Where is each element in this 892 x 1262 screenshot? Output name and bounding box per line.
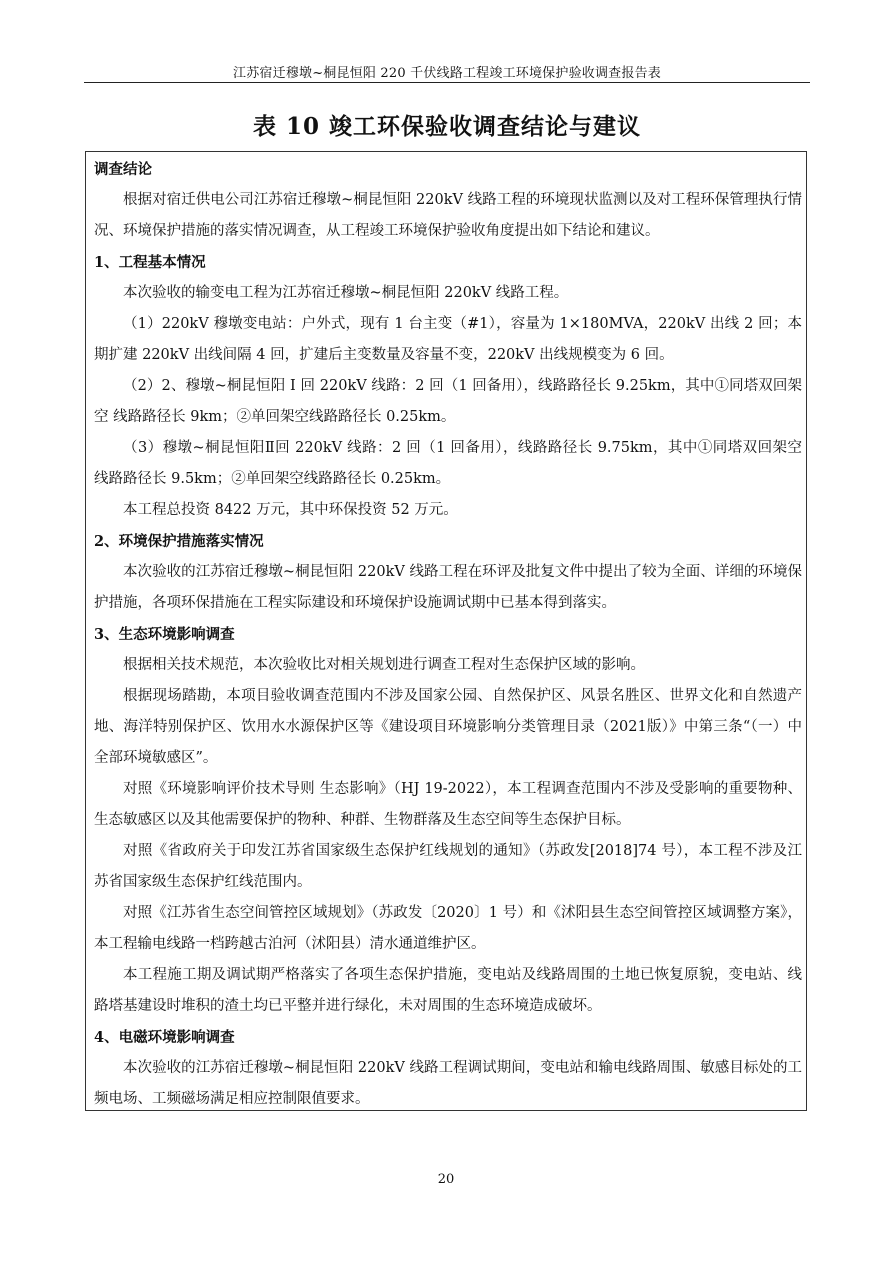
paragraph: 本工程施工期及调试期严格落实了各项生态保护措施，变电站及线路周围的土地已恢复原貌，变电站、线路塔基建设时堆积的渣土均已平整并进行绿化，未对周围的生态环境造成破坏。 bbox=[94, 967, 802, 1014]
running-header: 江苏宿迁穆墩~桐昆恒阳 220 千伏线路工程竣工环境保护验收调查报告表 bbox=[233, 66, 661, 81]
section-heading-basic: 1、工程基本情况 bbox=[94, 254, 206, 271]
page-title: 表 10 竣工环保验收调查结论与建议 bbox=[252, 113, 642, 140]
page-number: 20 bbox=[437, 1172, 455, 1187]
header-rule bbox=[84, 82, 810, 83]
intro-paragraph: 根据对宿迁供电公司江苏宿迁穆墩~桐昆恒阳 220kV 线路工程的环境现状监测以及对工程环保管理执行情况、环境保护措施的落实情况调查，从工程竣工环境保护验收角度提出如下结论和建议。 bbox=[94, 192, 802, 239]
paragraph: （2）2、穆墩~桐昆恒阳 I 回 220kV 线路：2 回（1 回备用），线路路径长 9.25km，其中①同塔双回架空 线路路径长 9km；②单回架空线路路径长 0.25km。 bbox=[94, 378, 802, 425]
paragraph: 对照《江苏省生态空间管控区域规划》（苏政发〔2020〕1 号）和《沭阳县生态空间管控区域调整方案》，本工程输电线路一档跨越古泊河（沭阳县）清水通道维护区。 bbox=[94, 905, 802, 952]
paragraph: 对照《省政府关于印发江苏省国家级生态保护红线规划的通知》（苏政发[2018]74 号），本工程不涉及江苏省国家级生态保护红线范围内。 bbox=[94, 843, 802, 890]
paragraph: 本次验收的江苏宿迁穆墩~桐昆恒阳 220kV 线路工程调试期间，变电站和输电线路周围、敏感目标处的工频电场、工频磁场满足相应控制限值要求。 bbox=[94, 1060, 802, 1107]
paragraph: （3）穆墩~桐昆恒阳Ⅱ回 220kV 线路：2 回（1 回备用），线路路径长 9.75km，其中①同塔双回架空 线路路径长 9.5km；②单回架空线路路径长 0.25km。 bbox=[94, 440, 802, 487]
paragraph: 本工程总投资 8422 万元，其中环保投资 52 万元。 bbox=[123, 502, 458, 518]
section-heading-emf: 4、电磁环境影响调查 bbox=[94, 1029, 235, 1046]
conclusion-content bbox=[94, 154, 802, 1115]
paragraph: 本次验收的输变电工程为江苏宿迁穆墩~桐昆恒阳 220kV 线路工程。 bbox=[123, 285, 569, 301]
paragraph: 本次验收的江苏宿迁穆墩~桐昆恒阳 220kV 线路工程在环评及批复文件中提出了较为全面、详细的环境保护措施，各项环保措施在工程实际建设和环境保护设施调试期中已基本得到落实。 bbox=[94, 564, 802, 611]
paragraph: 对照《环境影响评价技术导则 生态影响》（HJ 19-2022），本工程调查范围内不涉及受影响的重要物种、生态敏感区以及其他需要保护的物种、种群、生物群落及生态空间等生态保护目标。 bbox=[94, 781, 802, 828]
paragraph: （1）220kV 穆墩变电站：户外式，现有 1 台主变（#1），容量为 1×180MVA，220kV 出线 2 回；本期扩建 220kV 出线间隔 4 回，扩建后主变数量及容量不变，220kV 出线规模变为 6 回。 bbox=[94, 316, 802, 363]
paragraph: 根据现场踏勘，本项目验收调查范围内不涉及国家公园、自然保护区、风景名胜区、世界文化和自然遗产地、海洋特别保护区、饮用水水源保护区等《建设项目环境影响分类管理目录（2021版）》中第三条“（一）中全部环境敏感区”。 bbox=[94, 688, 802, 766]
section-label: 调查结论 bbox=[94, 161, 152, 178]
paragraph: 根据相关技术规范，本次验收比对相关规划进行调查工程对生态保护区域的影响。 bbox=[123, 657, 645, 673]
section-heading-ecology: 3、生态环境影响调查 bbox=[94, 626, 235, 643]
section-heading-measures: 2、环境保护措施落实情况 bbox=[94, 533, 264, 550]
